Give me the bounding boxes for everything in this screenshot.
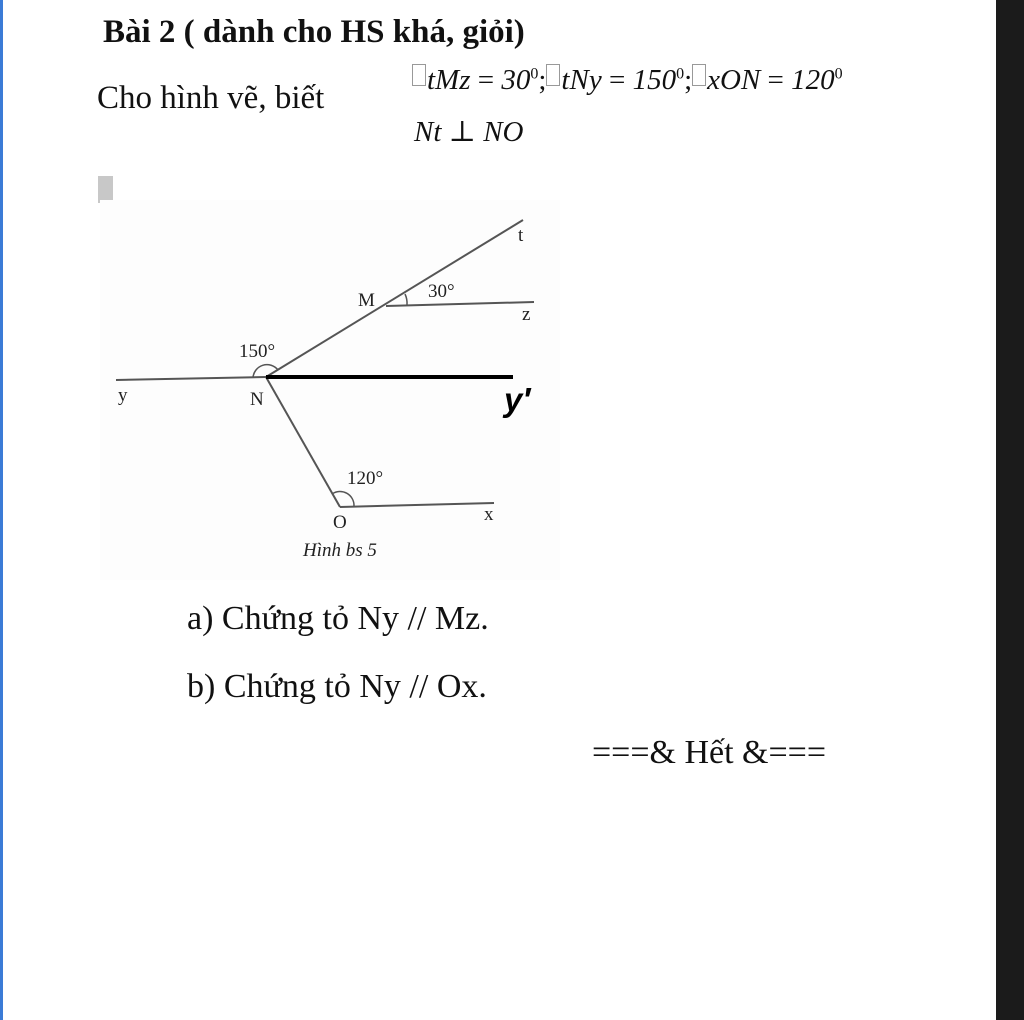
angle-hat-icon: [546, 64, 560, 86]
label-z: z: [522, 304, 531, 325]
angle-label-O: 120°: [347, 468, 384, 489]
perpendicular-icon: ⊥: [448, 116, 476, 148]
geometry-figure: [100, 200, 560, 580]
left-border: [0, 0, 3, 1020]
figure-caption: Hình bs 5: [303, 540, 377, 561]
angle-arc-M: [405, 294, 407, 305]
angle3-value: 120: [791, 64, 835, 96]
degree-mark: 0: [834, 65, 843, 83]
angle1-value: 30: [501, 64, 531, 96]
given-perpendicular: [414, 114, 523, 149]
label-t: t: [518, 225, 524, 246]
question-a: a) Chứng tỏ Ny // Mz.: [187, 600, 489, 637]
ray-Ox: [340, 503, 494, 507]
angle-label-M: 30°: [428, 281, 455, 302]
exercise-title: Bài 2 ( dành cho HS khá, giỏi): [103, 14, 525, 50]
angle1-name: tMz: [427, 64, 471, 96]
segment-NO: [266, 377, 340, 507]
label-O: O: [333, 512, 347, 533]
end-marker: ===& Hết &===: [592, 734, 827, 771]
degree-mark: 0: [530, 65, 539, 83]
ray-Ny: [116, 377, 266, 380]
angle3-name: xON: [707, 64, 761, 96]
label-y-prime: y′: [504, 381, 531, 418]
gray-marker: [98, 176, 113, 203]
ray-Mz: [386, 302, 534, 306]
label-M: M: [358, 290, 375, 311]
angle-label-N: 150°: [239, 341, 276, 362]
perp-right: NO: [483, 116, 524, 148]
question-b: b) Chứng tỏ Ny // Ox.: [187, 668, 487, 705]
right-border: [996, 0, 1024, 1020]
label-x: x: [484, 504, 494, 525]
given-angles: tMz = $30^0$; tNy = $150^0$; xON = $120^0$: [412, 64, 843, 97]
ray-Nt: [266, 220, 523, 377]
intro-text: Cho hình vẽ, biết: [97, 80, 325, 116]
angle2-value: 150: [632, 64, 677, 96]
angle-hat-icon: [412, 64, 426, 86]
degree-mark: 0: [676, 65, 685, 83]
label-N: N: [250, 389, 264, 410]
angle-hat-icon: [692, 64, 706, 86]
perp-left: Nt: [414, 116, 442, 148]
angle2-name: tNy: [561, 64, 602, 96]
label-y: y: [118, 385, 128, 406]
